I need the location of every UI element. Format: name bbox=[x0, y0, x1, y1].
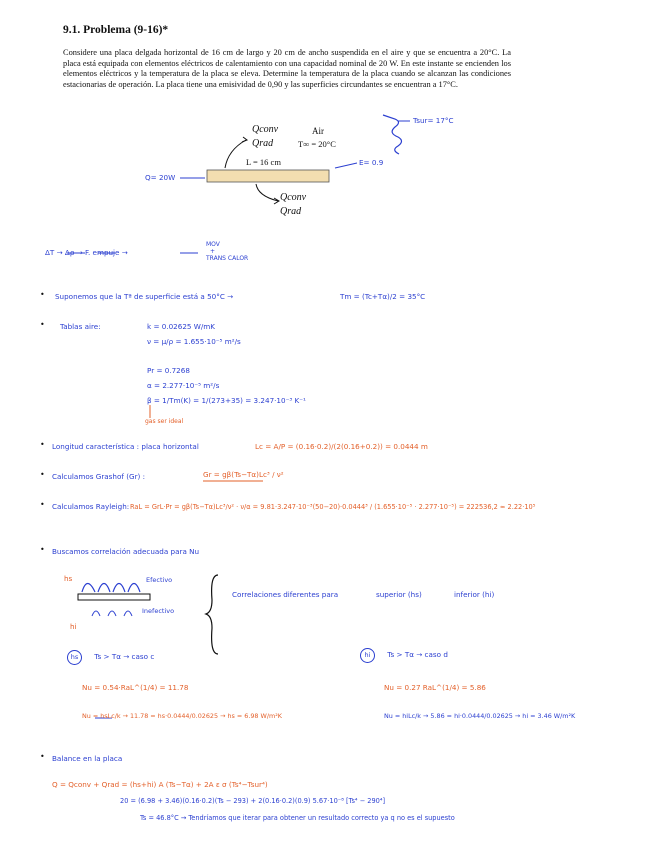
flow-plus: + bbox=[210, 248, 216, 255]
hs-calc: Nu = hsLc/k → 11.78 = hs·0.0444/0.02625 → hs = 6.98 W/m²K bbox=[82, 712, 282, 720]
case-s-badge: hs bbox=[67, 650, 82, 665]
efectivo-label: Efectivo bbox=[146, 576, 173, 584]
emissivity-label: E= 0.9 bbox=[359, 158, 384, 167]
balance-numbers: 20 = (6.98 + 3.46)(0.16·0.2)(Ts − 293) + 2(0.16·0.2)(0.9) 5.67·10⁻⁸ [Ts⁴ − 290⁴] bbox=[120, 797, 386, 805]
flow-trans: TRANS CALOR bbox=[206, 255, 249, 262]
nu-s-formula: Nu = 0.54·RaL^(1/4) = 11.78 bbox=[82, 683, 189, 692]
qrad-top-label: Qrad bbox=[252, 138, 274, 149]
case-i-badge: hi bbox=[360, 648, 375, 663]
problem-statement: Considere una placa delgada horizontal de 16 cm de largo y 20 cm de ancho suspendida en el aire y que se encuentra a 20°C. La placa está equipada con elementos eléctricos de calentamiento con una capacidad nominal de 20 W. En este instante se encienden los elementos eléctricos y la temperatura de la placa se eleva. Determine la temperatura de la placa cuando se alcanzan las condiciones estacionarias de operación. La placa tiene una emisividad de 0,90 y las superficies circundantes se encuentran a 17°C. bbox=[63, 48, 511, 89]
hi-calc: Nu = hiLc/k → 5.86 = hi·0.0444/0.02625 → hi = 3.46 W/m²K bbox=[384, 712, 576, 720]
bullet: • bbox=[40, 545, 45, 554]
pr-value: Pr = 0.7268 bbox=[147, 366, 190, 375]
q-input-label: Q= 20W bbox=[145, 173, 176, 182]
grashof-line: Calculamos Grashof (Gr) : bbox=[52, 472, 146, 481]
arrow-up-q bbox=[225, 140, 246, 168]
alpha-value: α = 2.277·10⁻⁵ m²/s bbox=[147, 381, 220, 390]
result-line: Ts = 46.8°C → Tendríamos que iterar para obtener un resultado correcto ya q no es el supuesto bbox=[140, 814, 455, 822]
bullet: • bbox=[40, 752, 45, 761]
case-i bbox=[360, 648, 448, 663]
problem-title: 9.1. Problema (9-16)* bbox=[63, 24, 169, 36]
nu-value: ν = μ/ρ = 1.655·10⁻⁵ m²/s bbox=[147, 337, 241, 346]
bullet: • bbox=[40, 290, 45, 299]
sketch-plate bbox=[78, 594, 150, 600]
tables-label: Tablas aire: bbox=[60, 322, 101, 331]
correlation-line: Buscamos correlación adecuada para Nu bbox=[52, 547, 200, 556]
case-s-text: Ts > Tα → caso c bbox=[94, 652, 155, 661]
length-label: L = 16 cm bbox=[246, 157, 281, 167]
balance-equation: Q = Qconv + Qrad = (hs+hi) A (Ts−Tα) + 2A ε σ (Ts⁴−Tsur⁴) bbox=[52, 780, 268, 789]
gas-ideal-note: gas ser ideal bbox=[145, 418, 184, 425]
balance-line: Balance en la placa bbox=[52, 754, 123, 763]
correlations-text: Correlaciones diferentes para bbox=[232, 590, 339, 599]
k-value: k = 0.02625 W/mK bbox=[147, 322, 216, 331]
hs-sketch-label: hs bbox=[64, 574, 73, 583]
bullet: • bbox=[40, 440, 45, 449]
beta-value: β = 1/Tm(K) = 1/(273+35) = 3.247·10⁻³ K⁻¹ bbox=[147, 396, 306, 405]
air-label: Air bbox=[312, 126, 324, 136]
qconv-top-label: Qconv bbox=[252, 124, 279, 135]
superior-text: superior (hs) bbox=[376, 590, 422, 599]
flow-mov: MOV bbox=[206, 241, 220, 248]
suppose-line: Suponemos que la Tª de superficie está a 50°C → bbox=[55, 292, 234, 301]
rayleigh-formula: RaL = GrL·Pr = gβ(Ts−Tα)Lc³/ν² · ν/α = 9.81·3.247·10⁻³(50−20)·0.0444³ / (1.655·10⁻⁵ · 2.277·10⁻⁵) = 222536,2 ≈ 2.22·10⁵ bbox=[130, 503, 536, 511]
sketch-convection-bottom bbox=[92, 611, 132, 616]
length-line: Longitud característica : placa horizontal bbox=[52, 442, 199, 451]
lc-formula: Lc = A/P = (0.16·0.2)/(2(0.16+0.2)) = 0.0444 m bbox=[255, 442, 428, 451]
grashof-formula: Gr = gβ(Ts−Tα)Lc³ / ν² bbox=[203, 470, 284, 479]
nu-i-formula: Nu = 0.27 RaL^(1/4) = 5.86 bbox=[384, 683, 486, 692]
qrad-bottom-label: Qrad bbox=[280, 206, 302, 217]
case-s bbox=[67, 650, 154, 665]
tinf-label: T∞ = 20°C bbox=[298, 139, 336, 149]
flow-chain: ΔT → Δρ → F. empuje → bbox=[45, 248, 128, 257]
sketch-convection-top bbox=[82, 584, 140, 593]
plate bbox=[207, 170, 329, 182]
inefectivo-label: Inefectivo bbox=[142, 607, 175, 615]
rayleigh-line: Calculamos Rayleigh: bbox=[52, 502, 130, 511]
bullet: • bbox=[40, 500, 45, 509]
bullet: • bbox=[40, 320, 45, 329]
bullet: • bbox=[40, 470, 45, 479]
brace bbox=[206, 575, 218, 654]
qconv-bottom-label: Qconv bbox=[280, 192, 307, 203]
tsurr-label: Tsur= 17°C bbox=[413, 116, 454, 125]
case-i-text: Ts > Tα → caso d bbox=[387, 650, 448, 659]
hi-sketch-label: hi bbox=[70, 622, 77, 631]
inferior-text: inferior (hi) bbox=[454, 590, 495, 599]
tm-formula: Tm = (Tc+Tα)/2 = 35°C bbox=[340, 292, 426, 301]
